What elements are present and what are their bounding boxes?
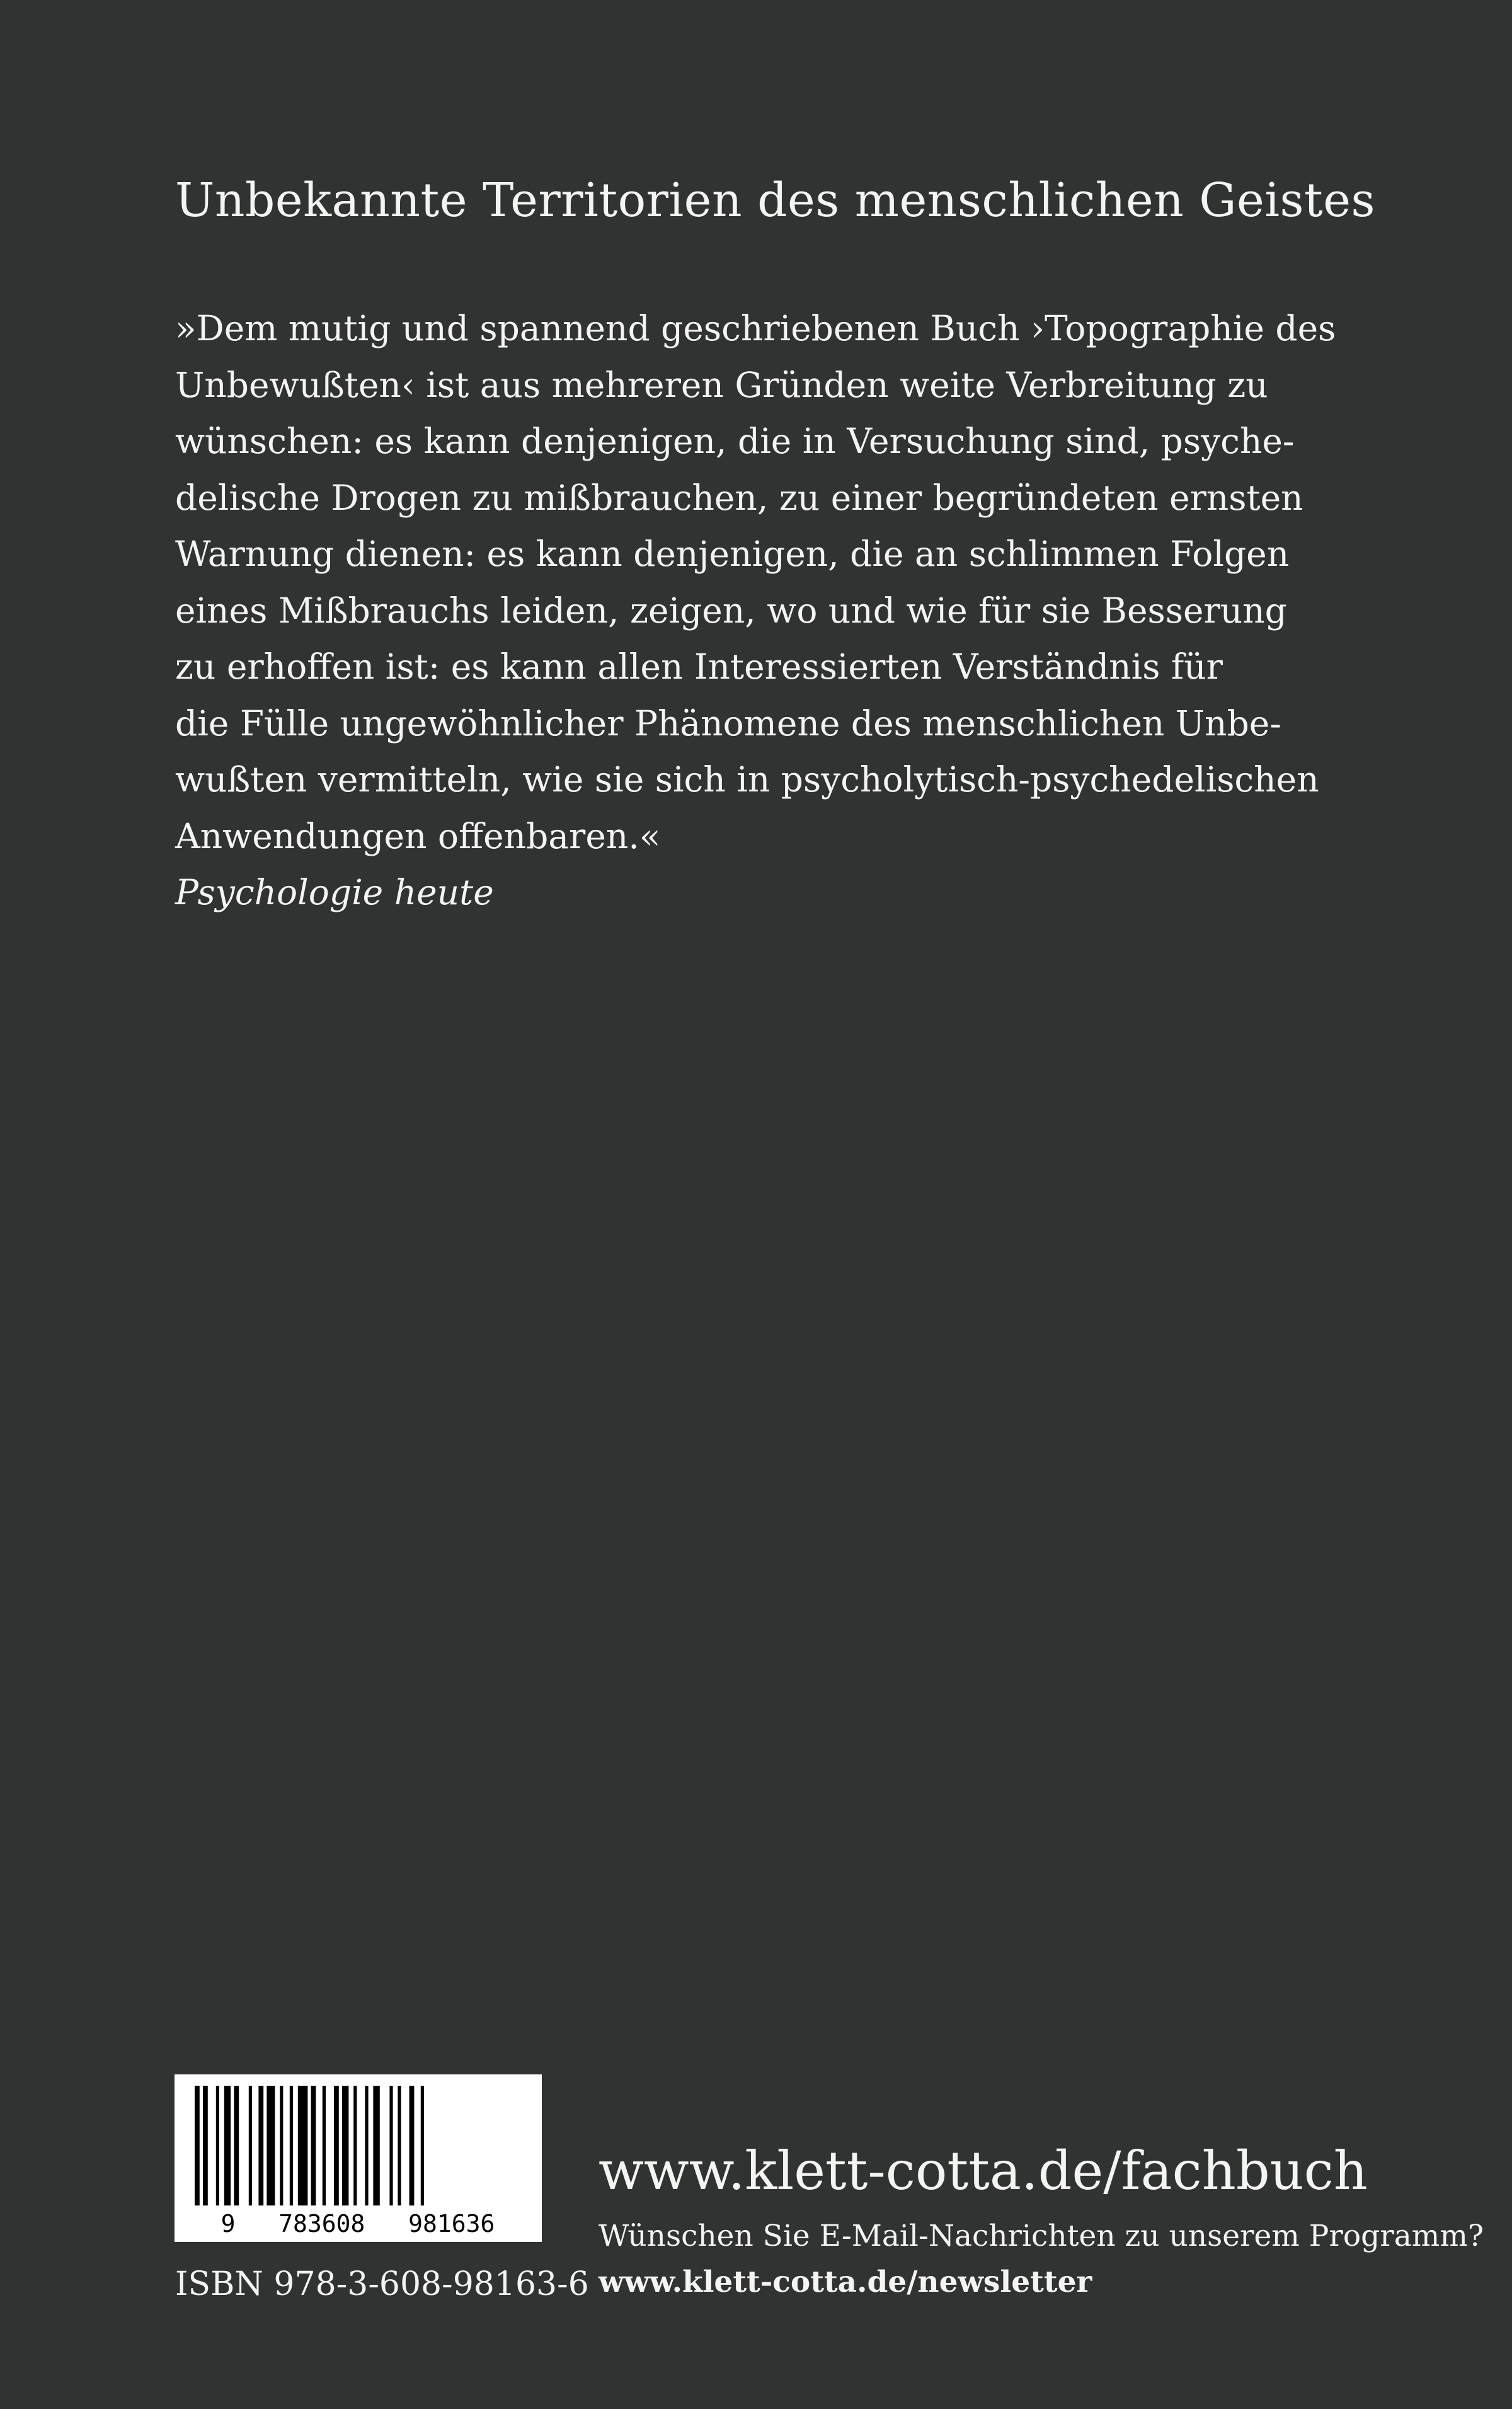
barcode-bar [353, 2086, 357, 2205]
quote-line: delische Drogen zu mißbrauchen, zu einer begründeten ernsten [175, 477, 1303, 518]
quote-line: Unbewußten‹ ist aus mehreren Gründen weite Verbreitung zu [175, 364, 1268, 405]
barcode-bar [323, 2086, 326, 2205]
newsletter-link[interactable]: www.klett-cotta.de/newsletter [598, 2265, 1092, 2299]
barcode-bar [410, 2086, 415, 2205]
quote-line: Anwendungen offenbaren.« [175, 815, 661, 856]
headline: Unbekannte Territorien des menschlichen Geistes [175, 173, 1375, 227]
quote-line: eines Mißbrauchs leiden, zeigen, wo und wie für sie Besserung [175, 590, 1287, 631]
barcode-graphic [175, 2074, 542, 2242]
barcode-bar [290, 2086, 293, 2205]
publisher-website: www.klett-cotta.de/fachbuch [598, 2140, 1368, 2202]
barcode [175, 2074, 542, 2242]
barcode-bar [334, 2086, 339, 2205]
barcode-bar [234, 2086, 239, 2205]
barcode-bar [311, 2086, 316, 2205]
review-quote [175, 301, 1410, 921]
barcode-digits: 9 783608 981636 [220, 2210, 495, 2238]
barcode-bar [216, 2086, 219, 2205]
quote-line: die Fülle ungewöhnlicher Phänomene des menschlichen Unbe- [175, 703, 1281, 744]
barcode-bar [280, 2086, 283, 2205]
quote-source: Psychologie heute [175, 872, 494, 912]
quote-line: »Dem mutig und spannend geschriebenen Buch ›Topographie des [175, 308, 1336, 348]
barcode-bar [389, 2086, 392, 2205]
quote-line: wünschen: es kann denjenigen, die in Versuchung sind, psyche- [175, 421, 1295, 461]
quote-line: wußten vermitteln, wie sie sich in psycholytisch-psychedelischen [175, 759, 1319, 800]
barcode-bar [398, 2086, 401, 2205]
isbn: ISBN 978-3-608-98163-6 [175, 2265, 589, 2303]
barcode-bar [203, 2086, 208, 2205]
quote-line: Warnung dienen: es kann denjenigen, die an schlimmen Folgen [175, 534, 1290, 574]
barcode-bar [298, 2086, 308, 2205]
barcode-bar [365, 2086, 368, 2205]
newsletter-prompt: Wünschen Sie E-Mail-Nachrichten zu unserem Programm? [598, 2219, 1484, 2253]
barcode-bar [224, 2086, 231, 2205]
quote-line: zu erhoffen ist: es kann allen Interessierten Verständnis für [175, 647, 1223, 687]
barcode-bar [266, 2086, 275, 2205]
barcode-bar [258, 2086, 263, 2205]
barcode-bar [421, 2086, 424, 2205]
barcode-bar [195, 2086, 200, 2205]
barcode-bar [342, 2086, 348, 2205]
barcode-bar [249, 2086, 252, 2205]
barcode-bar [373, 2086, 379, 2205]
